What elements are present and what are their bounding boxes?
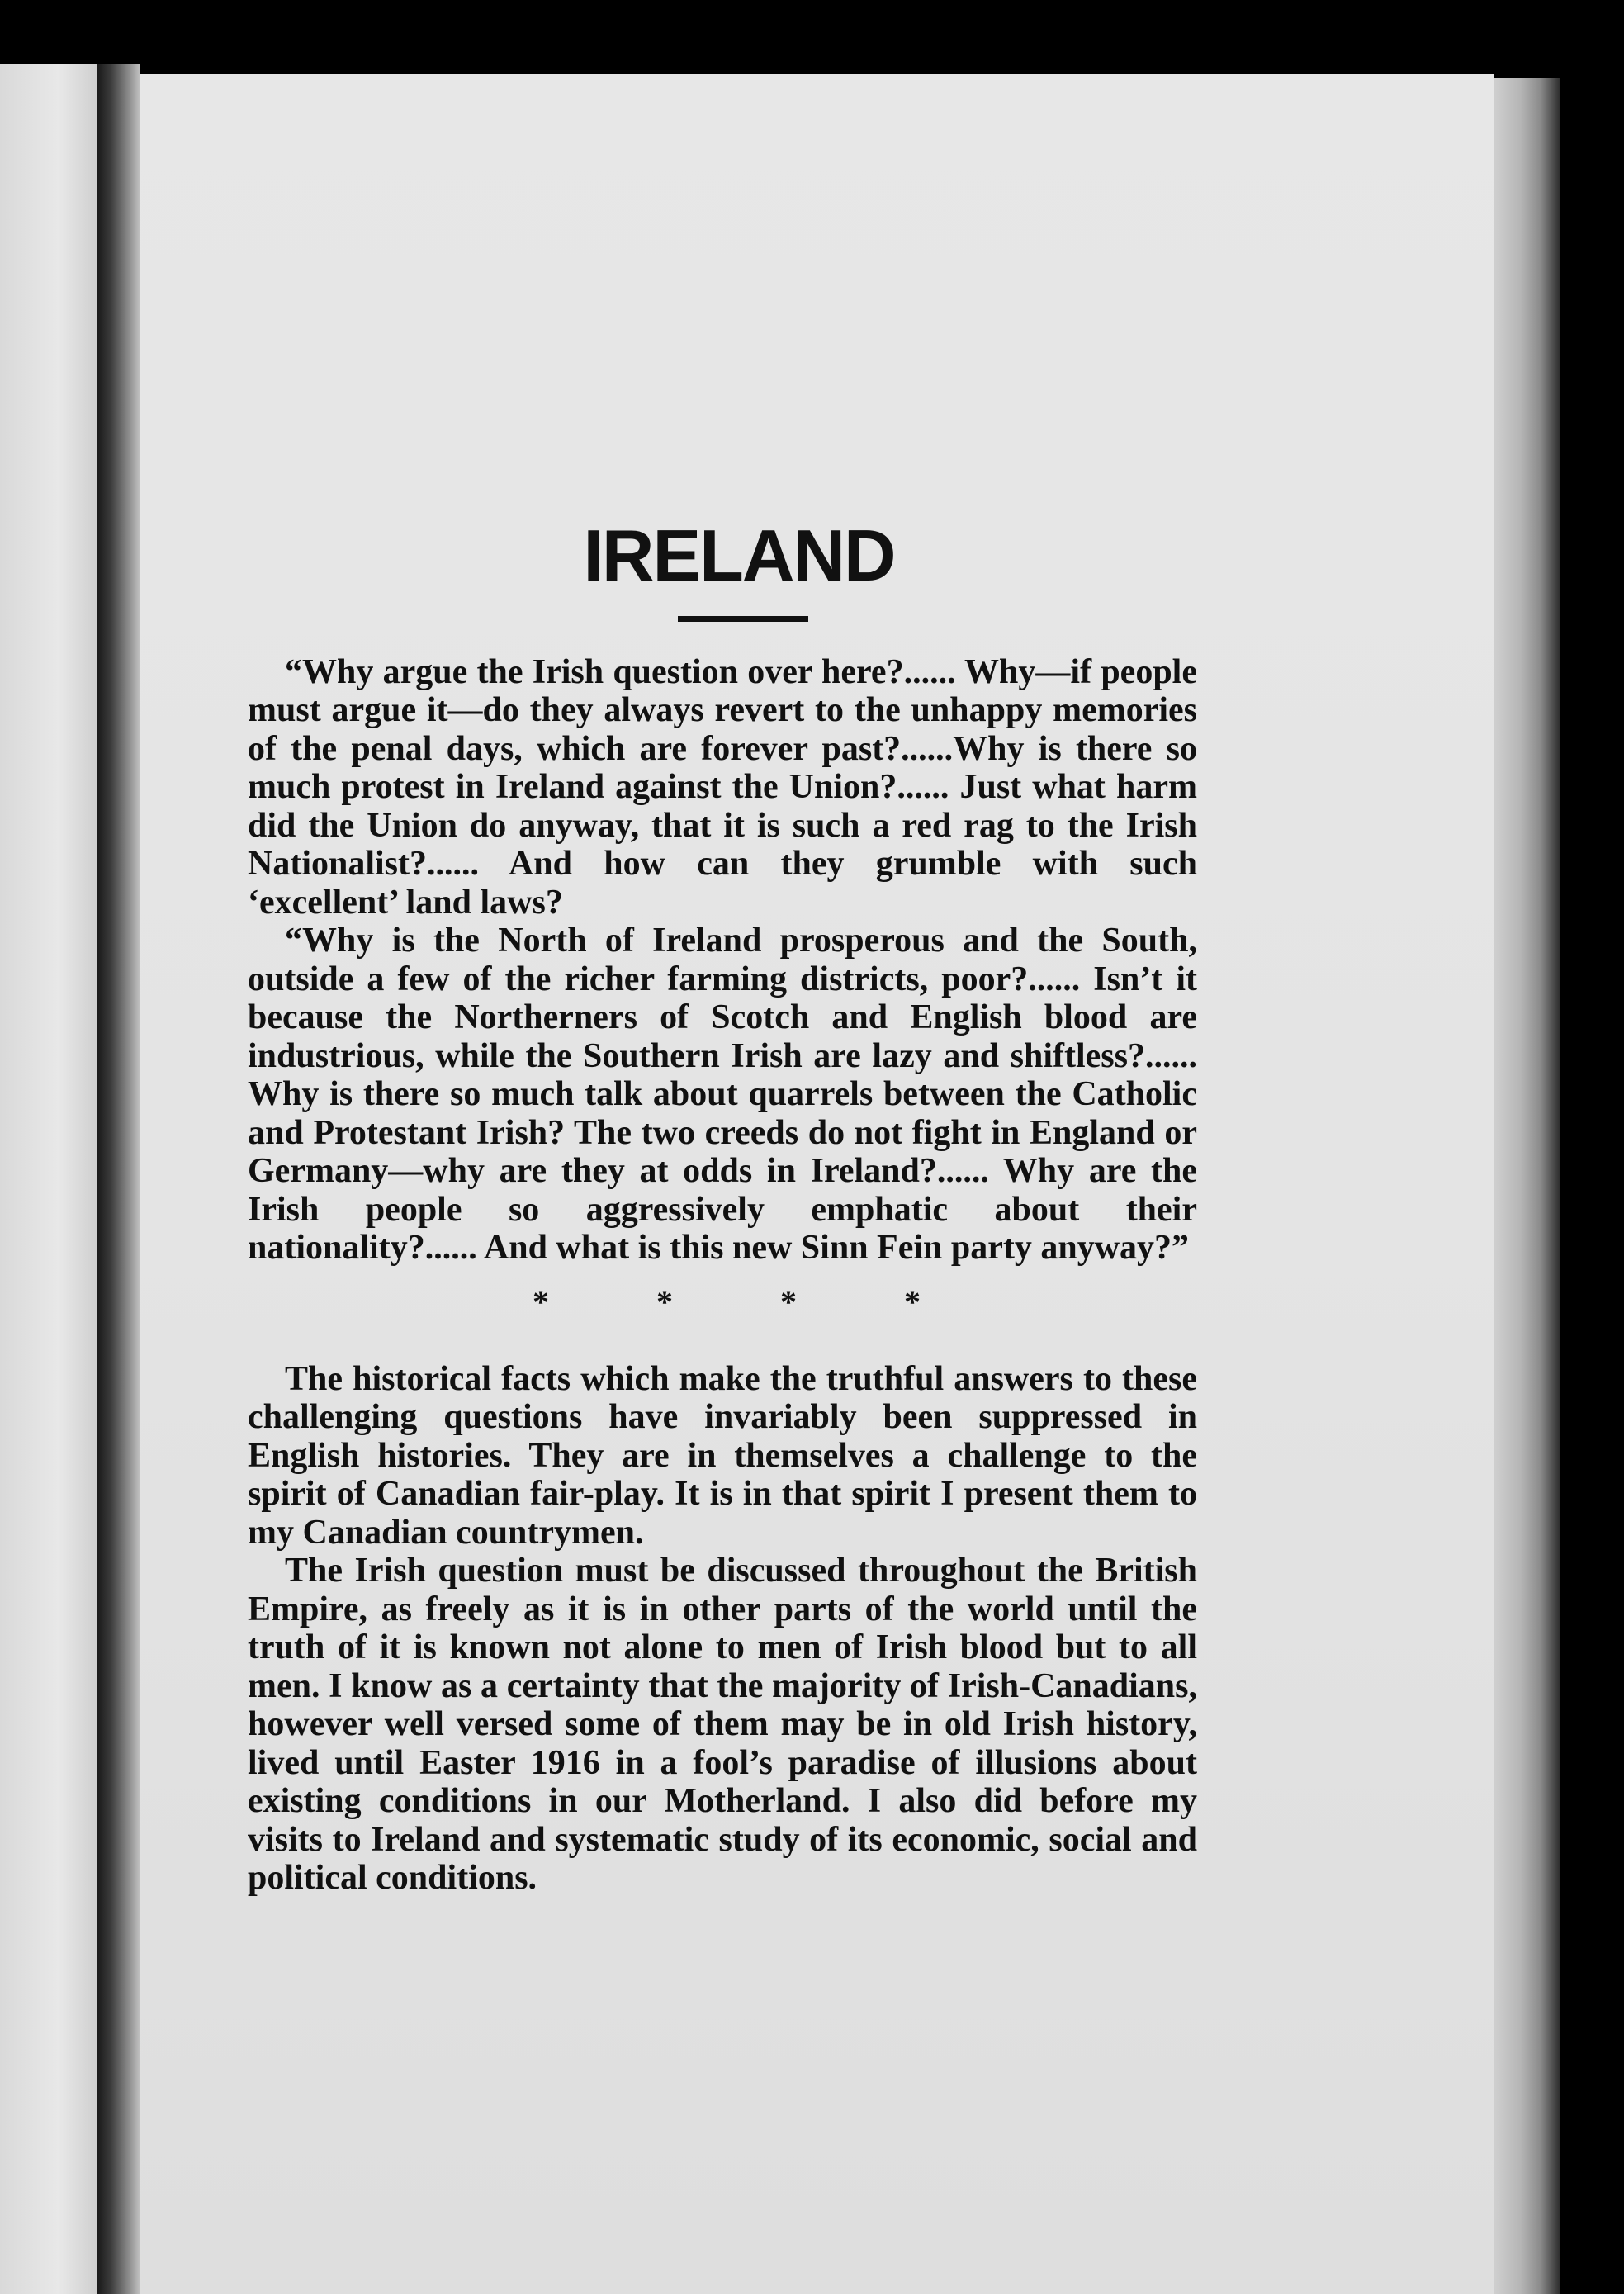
paragraph-4: The Irish question must be discussed throughout the British Empire, as freely as it is in other parts of the world until the truth of it is known not alone to men of Irish blood but to all men. I know as a certainty that the majority of Irish-Canadians, however well versed some of them may be in old Irish history, lived until Easter 1916 in a fool’s paradise of illusions about existing conditions in our Motherland. I also did before my visits to Ireland and systematic study of its economic, social and political conditions. [248, 1552, 1197, 1898]
page-edge-right [1494, 78, 1560, 2294]
book-gutter [97, 64, 140, 2294]
left-page-edge [0, 64, 97, 2294]
chapter-title: IRELAND [583, 514, 895, 596]
page-content [248, 512, 1197, 1898]
paragraph-1: “Why argue the Irish question over here?...... Why—if people must argue it—do they always revert to the unhappy memories of the penal days, which are forever past?......Why is there so much protest in Ireland against the Union?...... Just what harm did the Union do anyway, that it is such a red rag to the Irish Nationalist?...... And how can they grumble with such ‘excellent’ land laws? [248, 652, 1197, 922]
paragraph-3: The historical facts which make the truthful answers to these challenging questions have invariably been suppressed in English histories. They are in themselves a challenge to the spirit of Canadian fair-play. It is in that spirit I present them to my Canadian countrymen. [248, 1359, 1197, 1552]
section-separator: * * * * [533, 1282, 970, 1320]
title-rule [678, 616, 808, 622]
paragraph-2: “Why is the North of Ireland prosperous and the South, outside a few of the richer farming districts, poor?...... Isn’t it because the Northerners of Scotch and English blood are industrious, while the Southern Irish are lazy and shiftless?...... Why is there so much talk about quarrels between the Catholic and Protestant Irish? The two creeds do not fight in England or Germany—why are they at odds in Ireland?...... Why are the Irish people so aggressively emphatic about their nationality?...... And what is this new Sinn Fein party anyway?” [248, 922, 1197, 1268]
